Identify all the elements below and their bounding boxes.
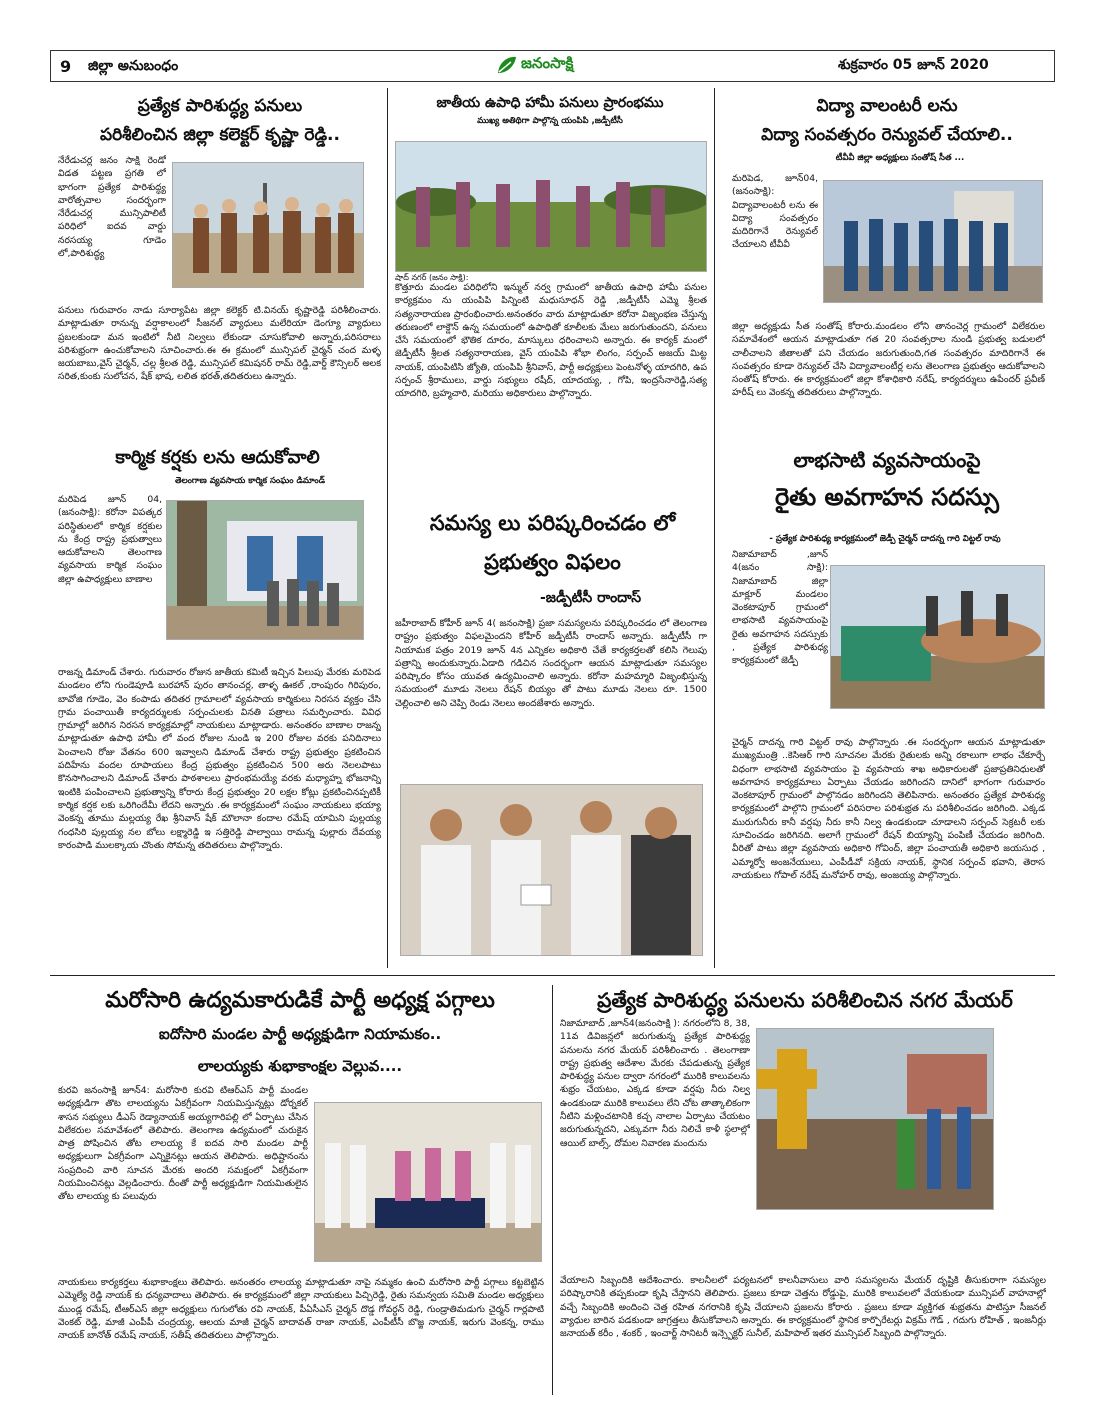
logo-text: జనంసాక్షి — [521, 54, 574, 72]
a5-photo — [823, 180, 1043, 303]
column-rule-right — [714, 88, 715, 968]
a2-photo — [166, 500, 364, 640]
a8-body: వేయాలని సిబ్బందికి ఆదేశించారు. కాలనీలలో పర్యటనలో కాలనీవాసులు వారి సమస్యలను మేయర్ దృష్టికి తీసుకురాగా సమస్యల పరిష్కారానికి తప్పకుండా కృషి చేస్తానని తెలిపారు. ప్రజలు కూడా చెత్తను రోడ్డుపై, మురికి కాలువలలో వేయకుండా మున్సిపల్ వాహనాల్లో వచ్చే సిబ్బందికి అందించి చెత్త రహిత నగరానికి కృషి చేయాలని ప్రజలను కోరారు . ప్రజలు కూడా వ్యక్తిగత శుభ్రతను పాటిస్తూ సీజనల్ వ్యాధుల బారిన పడకుండా జాగ్రత్తలు తీసుకోవాలని అన్నారు. ఈ కార్యక్రమంలో స్థానిక కార్పొరేటర్లు విక్రమ్ గౌడ్ , గదుగు రోహిత్ , ఇంజనీర్లు జనాయత్ కరీం , శంకర్ , ఇంచార్జ్ సానిటరీ ఇన్స్పెక్టర్ సునీల్, మహిపాల్ ఇతర మున్సిపల్ సిబ్బంది పాల్గొన్నారు. — [560, 1275, 1046, 1340]
a4-title-line1: సమస్య లు పరిష్కరించడం లో — [429, 511, 676, 535]
a8-side-text: నిజామాబాద్ ,జూన్4(జనంసాక్షి ): నగరంలోని 8, 38, 11వ డివిజన్లలో జరుగుతున్న ప్రత్యేక పారిశుద్ధ్య పనులను నగర మేయర్ పరిశీలించారు . తెలంగాణా రాష్ట్ర ప్రభుత్వ ఆదేశాల మేరకు చేపడుతున్న ప్రత్యేక పారిశుద్ధ్య పనుల ద్వారా నగరంలో మురికి కాలువలను శుభ్రం చేయటం, ఎక్కడ కూడా వర్షపు నీరు నిల్వ ఉండకుండా మురికి కాలువలు లేని చోట తాత్కాలికంగా నీటిని మళ్లించటానికి కచ్చ నాలాల ఏర్పాటు చేయటం జరుగుతున్నదని, ఎక్కువగా నీరు నిలిచే కాళీ స్థలాల్లో ఆయిల్ బాల్స్, దోమల నివారణ మందును — [560, 1018, 750, 1149]
a5-title-line2: విద్యా సంవత్సరం రెన్యువల్ చేయాలి.. — [761, 125, 1013, 145]
a7-photo — [314, 1102, 542, 1262]
a3-title: జాతీయ ఉపాధి హామీ పనులు ప్రారంభము — [436, 95, 664, 111]
issue-date: శుక్రవారం 05 జూన్ 2020 — [838, 57, 989, 73]
a1-photo — [172, 162, 364, 288]
leaf-icon — [495, 53, 519, 77]
a3-photo — [395, 141, 707, 272]
a2-side-text: మరిపెడ జూన్ 04, (జనంసాక్షి): కరోనా విపత్కర పరిస్థితులలో కార్మిక కర్షకుల ను కేంద్ర రాష్ట్ర ప్రభుత్వాలు ఆదుకోవాలని తెలంగాణ వ్యవసాయ కార్మిక సంఘం జిల్లా ఉపాధ్యక్షులు బాణాల — [58, 494, 162, 585]
a6-side-text: నిజామాబాద్ ,జూన్ 4(జనం సాక్షి): నిజామాబాద్ జిల్లా మాక్లూర్ మండలం వెంకటాపూర్ గ్రామంలో లాభసాటి వ్యవసాయంపై రైతు అవగాహన సదస్సుకు , ప్రత్యేక పారిశుధ్య కార్యక్రమంలో జెడ్పీ — [732, 549, 828, 667]
a4-photo — [400, 784, 703, 956]
a6-photo — [830, 565, 1045, 709]
a7-subtitle-1: ఐదోసారి మండల పార్టీ అధ్యక్షుడిగా నియామకం.. — [158, 1025, 442, 1043]
bottom-section-rule — [50, 975, 1055, 976]
a3-body: కొత్తూరు మండల పరిధిలోని ఇన్ముల్ నర్వ గ్రామంలో జాతీయ ఉపాధి హామీ పనుల కార్యక్రమం ను యంపిపి పిన్నింటి మధుసూధన్ రెడ్డి ,జడ్పీటీసీ ఎమ్మె శ్రీలత సత్యనారాయణ ప్రారంభించారు.అనంతరం వారు మాట్లాడుతూ కరోనా విజృంభణ చేస్తున్న తరుణంలో లాక్డౌన్ ఉన్న సమయంలో ఉపాధితో కూలీలకు మేలు జరుగుతుందని, పనులు చేసే సమయంలో భౌతిక దూరం, మాస్కులు ధరించాలని అన్నారు. ఈ కార్యక్ మంలో జెడ్పీటీసీ శ్రీలత సత్యనారాయణ, వైస్ యంపిపి శోభా లింగం, సర్పంచ్ అజయ్ మిట్ట నాయక్, యంపిటిసి జ్యోతి, యంపిపి శ్రీనివాస్, పార్టీ అధ్యక్షులు పెంటనోళ్ళ యాదగిరి, ఉప సర్పంచ్ శ్రీరాములు, వార్డు సభ్యులు రషీద్, యాదయ్య, , గోపి, ఇంద్రసేనారెడ్డి,సత్య యాదగిరి, బ్రహ్మచారి, మరియు అధికారులు పాల్గొన్నారు. — [395, 282, 707, 400]
a1-title-line2: పరిశీలించిన జిల్లా కలెక్టర్ కృష్ణా రెడ్డి.. — [100, 125, 340, 145]
a5-subtitle: టీవీవీ జిల్లా అధ్యక్షులు సంతోష్ సీత ... — [835, 153, 965, 163]
a8-title: ప్రత్యేక పారిశుద్ధ్య పనులను పరిశీలించిన నగర మేయర్ — [597, 988, 1013, 1012]
column-rule-bottom — [552, 985, 553, 1395]
a3-subtitle: ముఖ్య అతిథిగా పాల్గొన్న యంపిపి ,జడ్పీటీసీ — [477, 116, 623, 126]
a3-caption: షాద్ నగర్ (జనం సాక్షి): — [395, 273, 469, 282]
a6-title-line1: లాభసాటి వ్యవసాయంపై — [793, 448, 981, 472]
newspaper-logo — [495, 52, 623, 78]
a4-body: జహీరాబాద్ కోహీర్ జూన్ 4( జనంసాక్షి) ప్రజా సమస్యలను పరిష్కరించడం లో తెలంగాణ రాష్ట్రం ప్రభుత్వం విఫలమైందని కోహీర్ జడ్పీటీసీ రాందాస్ అన్నారు. జడ్పీటీసీ గా నియామక పత్రం 2019 జూన్ 4న ఎన్నికల అధికారి చేతే కార్యకర్తలతో కలిసి గెలుపు పత్రాన్ని అందుకున్నారు.ఏడాది గడిచిన సందర్భంగా ఆయన మాట్లాడుతూ సమస్యల పరిష్కారం కోసం యువత ఉద్యమించాలి అన్నారు. కరోనా మహమ్మారి విజృంభిస్తున్న సమయంలో మూడు నెలలు రేషన్ బియ్యం తో పాటు మూడు నెలలు రూ. 1500 చెల్లించాలి అని చెప్పి రెండు నెలలు అందజేశారు అన్నారు. — [395, 618, 707, 709]
a1-body: పనులు గురువారం నాడు సూర్యాపేట జిల్లా కలెక్టర్ టి.వినయ్ కృష్ణారెడ్డి పరిశీలించారు. మాట్లాడుతూ రానున్న వర్షాకాలంలో సీజనల్ వ్యాధులు మలేరియా డెంగ్యూ వ్యాధులు ప్రబలకుండా మన ఇంటిలో నీటి నిల్వలు లేకుండా చూసుకోవాలి అన్నారు,పరిసరాలు పరిశుభ్రంగా ఉంచుకోవాలని సూచించారు.ఈ ఈ క్రమంలో మున్సిపల్ చైర్మన్ చంద మళ్ళ జయబాబు,వైస్ చైర్మన్, చల్ల శ్రీలత రెడ్డి, మున్సిపల్ కమిషనర్ రామ్ రెడ్డి,వార్డ్ కౌన్సిలర్ అలక సరిత,కుంకు సులోచన, షేక్ భాష, లలిత భరత్,తదితరులు ఉన్నారు. — [58, 305, 381, 383]
section-title: జిల్లా అనుబంధం — [88, 58, 179, 74]
a2-subtitle: తెలంగాణ వ్యవసాయ కార్మిక సంఘం డిమాండ్ — [174, 476, 326, 486]
a7-side-text: కురవి జనంసాక్షి జూన్4: మరోసారి కురవి టిఆర్ఎస్ పార్టీ మండల అధ్యక్షుడిగా తొట లాలయ్యను ఏకగ్రీవంగా నియమిస్తున్నట్లు డోర్నకల్ శాసన సభ్యులు డీఎస్ రెడ్యానాయక్ అయ్యగారిపల్లి లో ఏర్పాటు చేసిన విలేకరుల సమావేశంలో తెలిపారు. తెలంగాణ ఉద్యమంలో చురుకైన పాత్ర పోషించిన తోట లాలయ్య కే ఐదవ సారి మండల పార్టీ అధ్యక్షులుగా ఏకగ్రీవంగా ఎన్నికైనట్లు ఆయన తెలిపారు. అధిష్టానంను సంప్రదించి వారి సూచన మేరకు అందరి సమక్షంలో ఏకగ్రీవంగా నియమించినట్లు వెల్లడించారు. దీంతో పార్టీ అధ్యక్షుడిగా నియమితులైన తోట లాలయ్య కు పలువురు — [58, 1085, 308, 1203]
column-rule-left — [387, 88, 388, 968]
a4-byline: -జడ్పీటీసీ రాందాస్ — [540, 590, 642, 606]
a7-title: మరోసారి ఉద్యమకారుడికే పార్టీ అధ్యక్ష పగ్గాలు — [105, 988, 495, 1013]
a8-photo — [756, 1028, 994, 1210]
a5-body: జిల్లా అధ్యక్షుడు సీత సంతోష్ కోరారు.మండలం లోని తానంచెర్ల గ్రామంలో విలేకరుల సమావేశంలో ఆయన మాట్లాడుతూ గత 20 సంవత్సరాల నుండి ప్రభుత్వ బడులలో చాలీచాలని జీతాలతో పని చేయడం జరుగుతుంది,గత సంవత్సరం మాదిరిగానే ఈ సంవత్సరం కూడా రెన్యువల్ చేసి విద్యావాలంటీర్ల లను తెలంగాణ ప్రభుత్వం ఆదుకోవాలని సంతోష్ కోరారు. ఈ కార్యక్రమంలో జిల్లా కోశాధికారి నరేష్, కార్యదర్శులు ఉపేందర్ ప్రవీణ్ హరీష్ లు వెంకన్న తదితరులు పాల్గొన్నారు. — [732, 321, 1045, 399]
a6-body: చైర్మన్ దాదన్న గారి విట్టల్ రావు పాల్గొన్నారు .ఈ సందర్భంగా ఆయన మాట్లాడుతూ ముఖ్యమంత్రి ..కెసిఆర్ గారి సూచనల మేరకు రైతులకు అన్ని రకాలుగా లాభం చేకూర్చే విధంగా లాభసాటి వ్యవసాయం పై వ్యవసాయ శాఖ అధికారులతో ప్రజాప్రతినిధులతో అవగాహన కార్యక్రమాలు ఏర్పాటు చేయడం జరిగిందని దానిలో భాగంగా గురువారం వెంకటాపూర్ గ్రామంలో పాల్గొనడం జరిగిందని తెలిపినారు. అనంతరం ప్రత్యేక పారిశుధ్య కార్యక్రమంలో పాల్గొని గ్రామంలో పరిసరాల పరిశుభ్రత ను పరిశీలించడం జరిగింది. ఎక్కడ మురుగునీరు కానీ వర్షపు నీరు కానీ నిల్వ ఉండకుండా చూడాలని సర్పంచ్ సెక్రటరీ లకు సూచించడం జరిగినది. అలాగే గ్రామంలో రేషన్ బియ్యాన్ని పంపిణీ చేయడం జరిగింది. వీరితో పాటు జిల్లా వ్యవసాయ అధికారి గోవింద్, జిల్లా పంచాయతీ అధికారి జయసుధ , ఎమ్మార్వో అంజనేయులు, ఎంపీడీవో సక్రియ నాయక్, స్థానిక సర్పంచ్ భవాని, తెరాస నాయకులు గోపాల్ నరేష్ మనోహర్ రావు, అంజయ్య పాల్గొన్నారు. — [732, 737, 1045, 881]
a6-subtitle: - ప్రత్యేక పారిశుధ్య కార్యక్రమంలో జెడ్పీ చైర్మన్ దాదన్న గారి విట్టల్ రావు — [769, 534, 1001, 544]
a5-side-text: మరిపెడ, జూన్04, (జనంసాక్షి): విద్యావాలంటరీ లను ఈ విద్యా సంవత్సరం మదిరిగానే రెన్యువల్ చేయాలని టీవీవీ — [732, 173, 818, 251]
a4-title-line2: ప్రభుత్వం విఫలం — [484, 550, 621, 574]
a2-title: కార్మిక కర్షకు లను ఆదుకోవాలి — [115, 447, 320, 468]
a2-body: రాజన్న డిమాండ్ చేశారు. గురువారం రోజున జాతీయ కమిటీ ఇచ్చిన పిలుపు మేరకు మరిపెడ మండలం లోని గుండెపూడి బురహాన్ పురం తానంచర్ల, తాళ్ళ ఊకల్ ,రాంపురం గిరిపురం, బావోజి గూడెం, వెం కంపాడు తదితర గ్రామాలలో వ్యవసాయ కార్మికులు నిరసన వ్యక్తం చేసి గ్రామ పంచాయితీ కార్యదర్శులకు సర్పంచులకు వినతి పత్రాలు సమర్పించారు. వివిధ గ్రామాల్లో జరిగిన నిరసన కార్యక్రమాల్లో నాయకులు మాట్లాడారు. అనంతరం బాణాల రాజన్న మాట్లాడుతూ ఉపాధి హామీ లో వంద రోజుల నుండి ఇ 200 రోజుల వరకు పనిదినాలు పెంచాలని రోజు వేతనం 600 ఇవ్వాలని డిమాండ్ చేశారు రాష్ట్ర ప్రభుత్వం ప్రకటించిన పదిహేను వందల రూపాయలు కేంద్ర ప్రభుత్వం ప్రకటించిన 500 అరు నెలలపాటు కొనసాగించాలని డిమాండ్ చేశారు పాఠశాలలు ప్రారంభమయ్యే వరకు మధ్యాహ్న భోజనాన్ని ఇంటికి పంపించాలని ప్రభుత్వాన్ని కోరారు కేంద్ర ప్రభుత్వం 20 లక్షల కోట్లు ప్రకటించినప్పటికీ కార్మిక కర్షక లకు ఒరిగిందేమీ లేదని అన్నారు .ఈ కార్యక్రమంలో సంఘం నాయకులు భయ్యా వెంకన్న తూము మల్లయ్య రేఖ శ్రీనివాస్ షేక్ మౌలానా కందాల రమేష్ యామిని పుల్లయ్య గంధసిరి పుల్లయ్య నల బోలు లక్ష్మారెడ్డి ఇ సత్తిరెడ్డి పాల్వాయి రామన్న పుల్లారు దేవయ్య కారంపాడి ములక్కాయ చొంతు సోమన్న తదితరులు పాల్గొన్నారు. — [58, 667, 381, 851]
a5-title-line1: విద్యా వాలంటరీ లను — [816, 96, 958, 116]
a1-title-line1: ప్రత్యేక పారిశుద్ధ్య పనులు — [137, 96, 303, 116]
a7-subtitle-2: లాలయ్యకు శుభాకాంక్షల వెల్లువ.... — [197, 1057, 403, 1075]
page-number: 9 — [60, 57, 72, 76]
a6-title-line2: రైతు అవగాహన సదస్సు — [774, 483, 1000, 511]
a1-side-text: నేరేడుచర్ల జనం సాక్షి రెండో విడత పట్టణ ప్రగతి లో భాగంగా ప్రత్యేక పారిశుద్ధ్య వారోత్సవాల సందర్భంగా నేరేడుచర్ల మున్సిపాలిటీ పరిధిలో ఐదవ వార్డు నరసయ్య గూడెం లో,పారిశుద్ధ్య — [58, 155, 166, 260]
a7-body: నాయకులు కార్యకర్తలు శుభాకాంక్షలు తెలిపారు. అనంతరం లాలయ్య మాట్లాడుతూ నాపై నమ్మకం ఉంచి మరోసారి పార్టీ పగ్గాలు కట్టబెట్టిన ఎమ్మెల్యే రెడ్డి నాయక్ కు ధన్యవాదాలు తెలిపారు. ఈ కార్యక్రమంలో జిల్లా నాయకులు పిచ్చిరెడ్డి, రైతు సమన్వయ సమితి మండల అధ్యక్షులు ముండ్ల రమేష్, టీఆర్ఎస్ జిల్లా అధ్యక్షులు గుగులోతు రవి నాయక్, పీఏసీఎస్ చైర్మన్ దొడ్డ గోవర్ధన్ రెడ్డి, గుండ్రాతిమడుగు చైర్మన్ గార్లపాటి వెంకట్ రెడ్డి, మాజీ ఎంపీపీ చంద్రయ్య, ఆలయ మాజీ చైర్మన్ బాదావత్ రాజా నాయక్, ఎంపీటీసీ బొజ్జ నాయక్, ఇరుగు వెంకన్న, రాము నాయక్ బానోత్ రమేష్ నాయక్, సతీష్ తదితరులు పాల్గొన్నారు. — [58, 1277, 544, 1342]
